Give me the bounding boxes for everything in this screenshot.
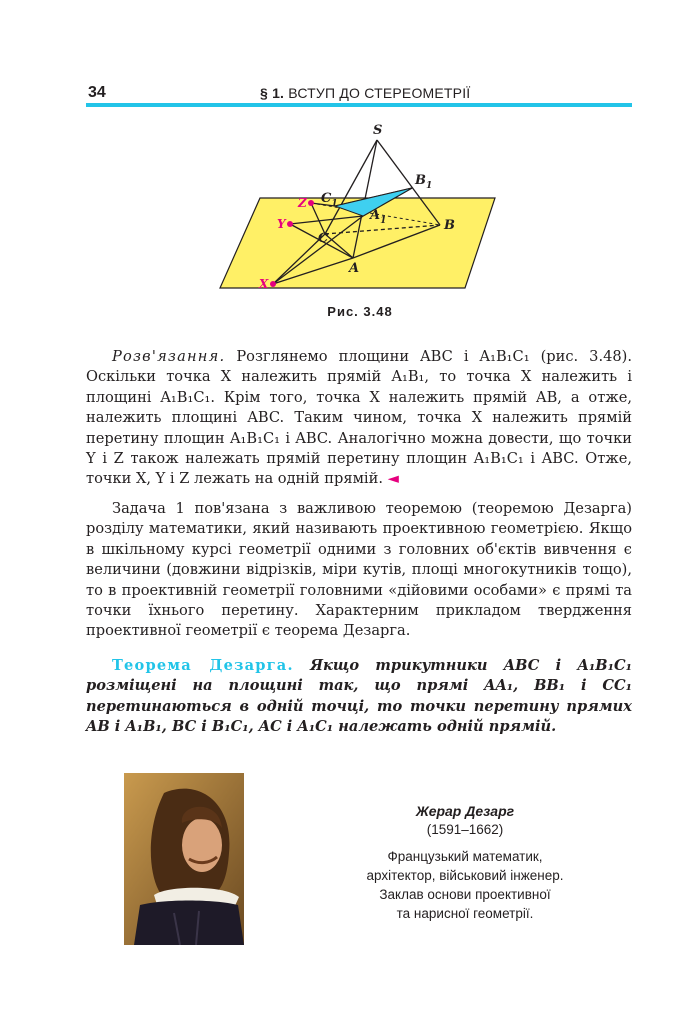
label-a: A [349, 261, 360, 276]
figure-desargues [215, 118, 505, 298]
label-y: Y [277, 217, 286, 231]
label-z: Z [298, 196, 307, 210]
bio-line: та нарисної геометрії. [396, 906, 534, 921]
bio-name: Жерар Дезарг [415, 803, 515, 819]
section-title: ВСТУП ДО СТЕРЕОМЕТРІЇ [288, 85, 471, 101]
point-y [287, 221, 293, 227]
page-number: 34 [88, 84, 106, 101]
solution-label: Розв'язання. [112, 348, 226, 365]
solution-paragraph [86, 347, 632, 490]
label-b: B [444, 218, 455, 233]
portrait-desargues [124, 773, 244, 945]
label-c1: $C_1$ [321, 191, 338, 209]
paragraph-text: Задача 1 пов'язана з важливою теоремою (теоремою Дезарга) розділу математики, який називають проективною геометрією. Якщо в шкільному курсі геометрії одними з головних об'єктів вивчення є величини (довжини відрізків, міри кутів, площі многокутників тощо), то в проективній геометрії головними «дійовими особами» є прямі та точки їхнього перетину. Характерним прикладом твердження проективної геометрії є теорема Дезарга. [86, 500, 632, 640]
label-x: X [259, 277, 269, 291]
label-a1: $A_1$ [370, 208, 387, 226]
end-of-solution-icon: ◄ [387, 470, 399, 488]
point-x [270, 281, 276, 287]
bio-description [340, 847, 590, 923]
theorem-title: Теорема Дезарга. [112, 657, 294, 674]
projective-geometry-paragraph [86, 499, 632, 642]
theorem-text: Якщо трикутники ABC і A₁B₁C₁ розміщені на площині так, що прямі AA₁, BB₁ і CC₁ перетинаються в одній точці, то точки перетину прямих AB і A₁B₁, BC і B₁C₁, AC і A₁C₁ належать одній прямій. [86, 657, 632, 736]
header-rule [86, 103, 632, 107]
bio-line: Французький математик, [387, 849, 543, 864]
bio-line: архітектор, військовий інженер. [366, 868, 564, 883]
label-b1: $B_1$ [415, 173, 433, 191]
solution-text: Розглянемо площини ABC і A₁B₁C₁ (рис. 3.48). Оскільки точка X належить прямій A₁B₁, то точка X належить і площині A₁B₁C₁. Крім того, точка X належить прямій AB, а отже, належить площині ABC. Таким чином, точка X належить прямій перетину площин A₁B₁C₁ і ABC. Аналогічно можна довести, що точки Y і Z також належать прямій перетину площин A₁B₁C₁ і ABC. Отже, точки X, Y і Z лежать на одній прямій. [86, 348, 632, 488]
bio-years: (1591–1662) [426, 822, 504, 837]
bio-line: Заклав основи проективної [379, 887, 551, 902]
label-c: C [318, 231, 329, 246]
desargues-theorem [86, 656, 632, 738]
figure-caption: Рис. 3.48 [327, 304, 393, 319]
label-s: S [373, 123, 383, 138]
running-head [260, 85, 470, 101]
section-mark: § 1. [260, 85, 285, 101]
point-z [308, 200, 314, 206]
